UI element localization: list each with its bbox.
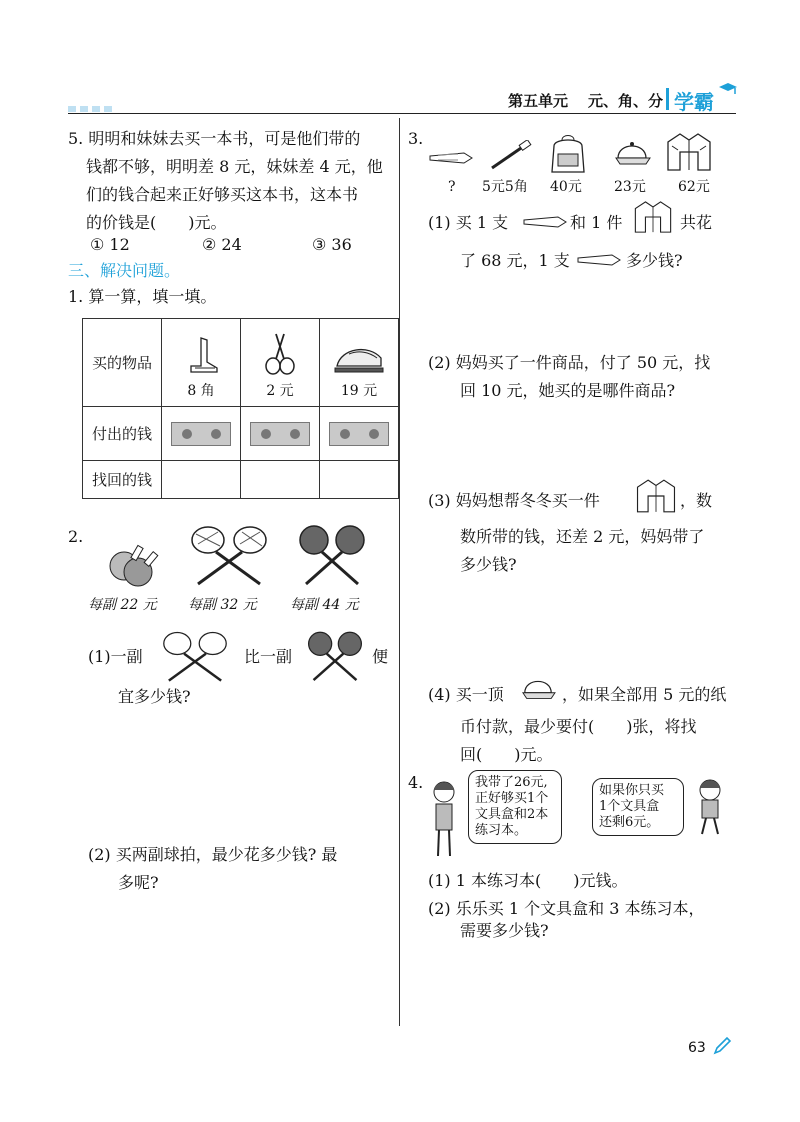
cap-icon (612, 136, 652, 172)
page-number: 63 (688, 1040, 706, 1056)
badminton-rackets-icon (156, 630, 234, 684)
paid-cell-1 (162, 407, 241, 461)
stand-icon (181, 334, 221, 376)
q2-number: 2. (68, 527, 84, 546)
tennis-rackets-icon (292, 524, 372, 588)
price-stapler: 19 元 (340, 383, 378, 399)
bubble-line: 我带了26元, (475, 775, 548, 790)
price-cap: 23元 (614, 179, 646, 195)
jacket-icon (632, 198, 674, 236)
jacket-icon (664, 130, 714, 174)
banknote-icon (250, 422, 310, 446)
q3-number: 3. (408, 129, 424, 148)
price-stand: 8 角 (187, 383, 215, 399)
q5-line4: 的价钱是( )元。 (86, 213, 227, 232)
q1-title: 1. 算一算，填一填。 (68, 287, 217, 306)
q5-option-2: ② 24 (202, 235, 242, 254)
q5-line1: 5. 明明和妹妹去买一本书，可是他们带的 (68, 129, 361, 148)
q3-part1-e: 多少钱? (626, 251, 683, 270)
item-cell-1 (162, 319, 241, 407)
q4-part2-a: (2) 乐乐买 1 个文具盒和 3 本练习本， (428, 899, 705, 918)
cap-icon (518, 672, 558, 706)
girl-figure-icon (424, 778, 464, 862)
q3-part4-d: 回( )元。 (460, 745, 553, 764)
toothpaste-icon (428, 150, 474, 166)
q3-part4-b: ，如果全部用 5 元的纸 (562, 685, 727, 704)
header-separator (666, 88, 669, 110)
q3-part4-a: (4) 买一顶 (428, 685, 504, 704)
header-rule (68, 113, 736, 114)
q2-part2-a: (2) 买两副球拍，最少花多少钱? 最 (88, 845, 338, 864)
banknote-icon (329, 422, 389, 446)
q3-part3-c: 数所带的钱，还差 2 元，妈妈带了 (460, 527, 705, 546)
shopping-table (82, 318, 399, 499)
brand-logo: 学霸 (674, 90, 714, 114)
q5-option-1: ① 12 (90, 235, 130, 254)
row-label-change: 找回的钱 (83, 461, 162, 499)
q3-part3-d: 多少钱? (460, 555, 517, 574)
jacket-icon (634, 476, 678, 516)
bubble-line: 如果你只买 (599, 783, 665, 798)
change-cell-2[interactable] (241, 461, 320, 499)
logo-cap-icon (718, 82, 738, 96)
speech-bubble-girl (468, 770, 562, 844)
pencil-icon (712, 1036, 732, 1056)
q5-line3: 们的钱合起来正好够买这本书，这本书 (86, 185, 359, 204)
q3-part2-a: (2) 妈妈买了一件商品，付了 50 元，找 (428, 353, 711, 372)
tennis-rackets-icon (302, 630, 368, 684)
change-cell-1[interactable] (162, 461, 241, 499)
q2-part2-b: 多呢? (118, 873, 159, 892)
q3-part1-d: 了 68 元，1 支 (460, 251, 570, 270)
item-cell-2 (241, 319, 320, 407)
item-cell-3 (320, 319, 399, 407)
bubble-line: 文具盒和2本 (475, 807, 549, 822)
q2-part1-d: 宜多少钱? (118, 687, 191, 706)
backpack-icon (546, 134, 590, 176)
price-jacket: 62元 (678, 179, 710, 195)
q5-option-3: ③ 36 (312, 235, 352, 254)
q5-line2: 钱都不够，明明差 8 元，妹妹差 4 元，他 (86, 157, 383, 176)
boy-figure-icon (690, 778, 730, 838)
q4-number: 4. (408, 773, 424, 792)
toothpaste-icon (522, 214, 568, 230)
q3-part3-b: ，数 (680, 491, 713, 510)
row-label-items: 买的物品 (83, 319, 162, 407)
bubble-line: 正好够买1个 (475, 791, 549, 806)
q3-part1-c: 共花 (680, 213, 713, 232)
badminton-rackets-icon (184, 524, 274, 588)
banknote-icon (171, 422, 231, 446)
stapler-icon (329, 336, 389, 376)
q2-part1-c: 便 (372, 647, 389, 666)
change-cell-3[interactable] (320, 461, 399, 499)
toothbrush-icon (488, 140, 532, 172)
paid-cell-3 (320, 407, 399, 461)
header-topic: 元、角、分 (588, 92, 664, 110)
price-scissors: 2 元 (266, 383, 294, 399)
q3-part2-b: 回 10 元，她买的是哪件商品? (460, 381, 676, 400)
paid-cell-2 (241, 407, 320, 461)
bubble-line: 1个文具盒 (599, 799, 660, 814)
pingpong-paddles-icon (100, 536, 160, 592)
q3-part1-a: (1) 买 1 支 (428, 213, 509, 232)
price-toothbrush: 5元5角 (482, 179, 528, 195)
row-label-paid: 付出的钱 (83, 407, 162, 461)
price-tennis: 每副 44 元 (290, 597, 359, 613)
price-badminton: 每副 32 元 (188, 597, 257, 613)
q2-part1-b: 比一副 (244, 647, 293, 666)
price-toothpaste: ? (448, 179, 456, 195)
q3-part1-b: 和 1 件 (570, 213, 623, 232)
scissors-icon (260, 332, 300, 376)
q4-part1: (1) 1 本练习本( )元钱。 (428, 871, 628, 890)
bubble-line: 练习本。 (475, 823, 528, 838)
column-divider (399, 118, 400, 1026)
q2-part1-a: (1)一副 (88, 647, 143, 666)
q3-part4-c: 币付款，最少要付( )张，将找 (460, 717, 697, 736)
toothpaste-icon (576, 252, 622, 268)
speech-bubble-boy (592, 778, 684, 836)
price-pingpong: 每副 22 元 (88, 597, 157, 613)
section-title: 三、解决问题。 (68, 261, 181, 280)
q3-part3-a: (3) 妈妈想帮冬冬买一件 (428, 491, 600, 510)
price-backpack: 40元 (550, 179, 582, 195)
header-unit: 第五单元 (508, 92, 569, 110)
bubble-line: 还剩6元。 (599, 815, 660, 830)
q4-part2-b: 需要多少钱? (460, 921, 549, 940)
